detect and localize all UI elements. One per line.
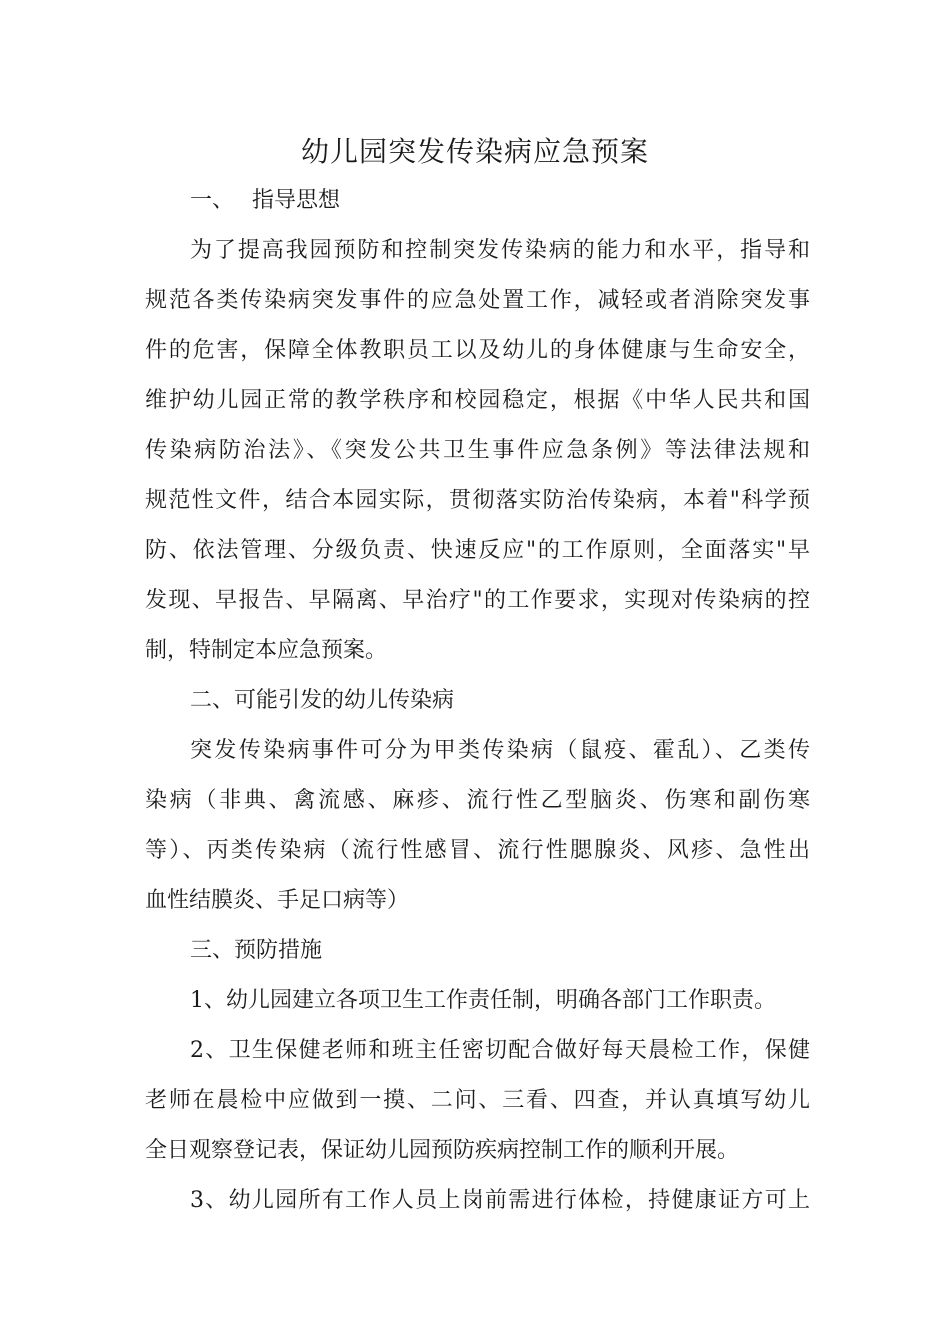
paragraph-line: 全日观察登记表，保证幼儿园预防疾病控制工作的顺利开展。 [145, 1138, 740, 1163]
list-item: 2、卫生保健老师和班主任密切配合做好每天晨检工作，保健 [190, 1038, 810, 1063]
paragraph-line: 突发传染病事件可分为甲类传染病（鼠疫、霍乱）、乙类传 [190, 738, 810, 763]
paragraph-line: 规范性文件，结合本园实际，贯彻落实防治传染病，本着"科学预 [145, 488, 810, 513]
paragraph-line: 防、依法管理、分级负责、快速反应"的工作原则，全面落实"早 [145, 538, 810, 563]
paragraph-line: 件的危害，保障全体教职员工以及幼儿的身体健康与生命安全， [145, 338, 810, 363]
section-heading [190, 186, 810, 216]
document-title: 幼儿园突发传染病应急预案 [300, 135, 649, 168]
list-item: 1、幼儿园建立各项卫生工作责任制，明确各部门工作职责。 [190, 988, 776, 1013]
list-item: 3、幼儿园所有工作人员上岗前需进行体检，持健康证方可上 [190, 1188, 810, 1213]
section-title: 指导思想 [252, 188, 341, 213]
paragraph-line: 染病（非典、禽流感、麻疹、流行性乙型脑炎、伤寒和副伤寒 [145, 788, 810, 813]
paragraph-line: 血性结膜炎、手足口病等） [145, 888, 410, 913]
paragraph-line: 维护幼儿园正常的教学秩序和校园稳定，根据《中华人民共和国 [145, 388, 810, 413]
section-heading: 二、可能引发的幼儿传染病 [190, 688, 455, 713]
paragraph-line: 老师在晨检中应做到一摸、二问、三看、四查，并认真填写幼儿 [145, 1088, 810, 1113]
paragraph-line: 等）、丙类传染病（流行性感冒、流行性腮腺炎、风疹、急性出 [145, 838, 810, 863]
paragraph-line: 发现、早报告、早隔离、早治疗"的工作要求，实现对传染病的控 [145, 588, 810, 613]
paragraph-line: 为了提高我园预防和控制突发传染病的能力和水平，指导和 [190, 238, 810, 263]
paragraph-line: 规范各类传染病突发事件的应急处置工作，减轻或者消除突发事 [145, 288, 810, 313]
section-number: 一、 [190, 188, 235, 213]
section-heading: 三、预防措施 [190, 938, 323, 963]
paragraph-line: 制，特制定本应急预案。 [145, 638, 388, 663]
paragraph-line: 传染病防治法》、《突发公共卫生事件应急条例》等法律法规和 [145, 438, 810, 463]
